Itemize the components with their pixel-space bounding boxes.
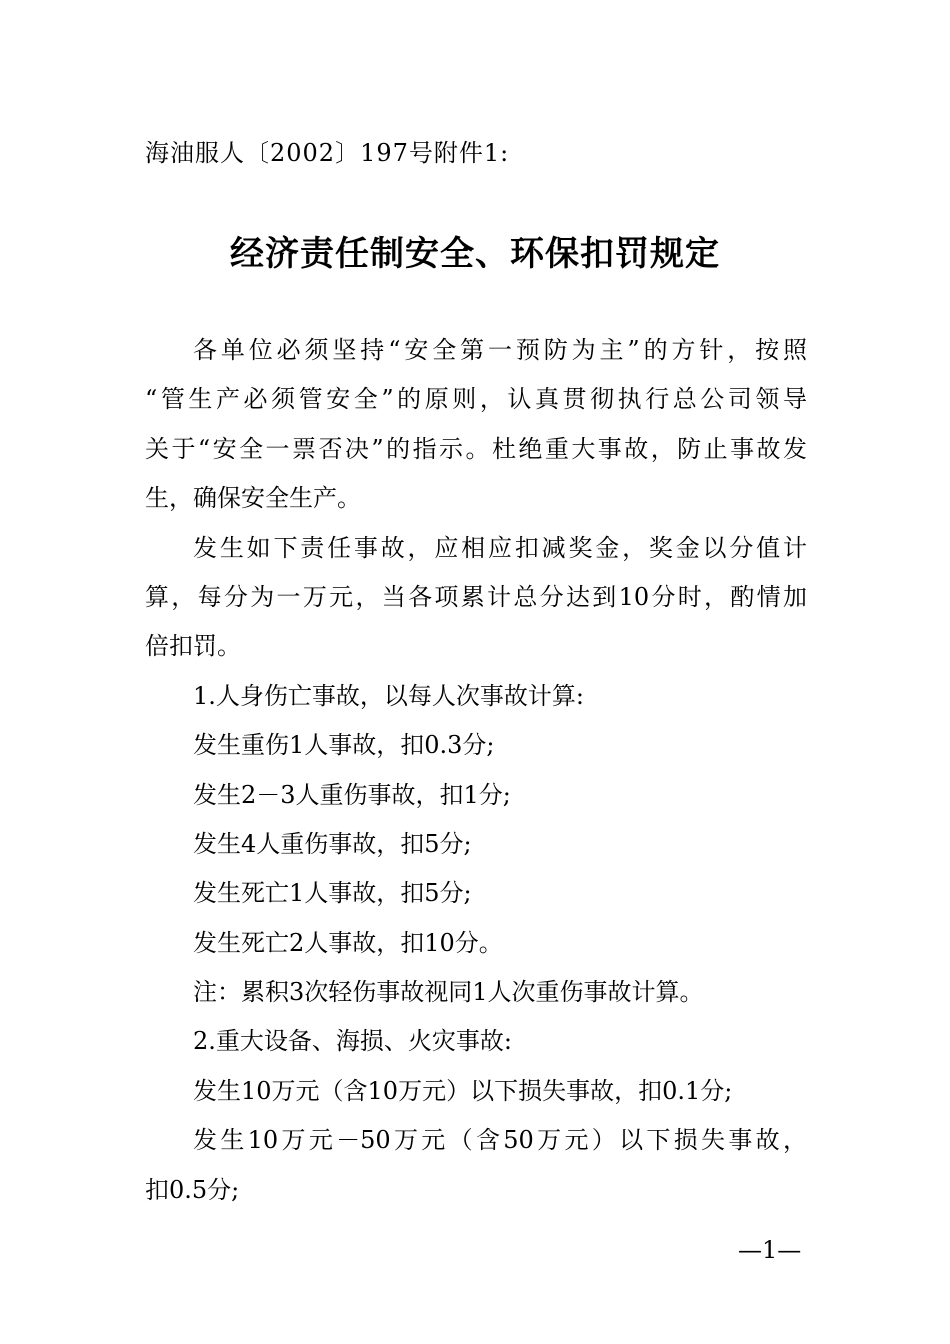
list-item: 发生4人重伤事故，扣5分; — [193, 829, 472, 858]
list-heading: 2.重大设备、海损、火灾事故: — [193, 1027, 512, 1056]
paragraph-line: 生，确保安全生产。 — [145, 484, 361, 513]
list-item: 发生死亡2人事故，扣10分。 — [193, 928, 503, 957]
list-item: 发生死亡1人事故，扣5分; — [193, 879, 472, 908]
page-number: —1— — [738, 1236, 802, 1264]
document-body — [145, 326, 807, 1215]
list-item: 发生2－3人重伤事故，扣1分; — [193, 780, 511, 809]
list-heading: 1.人身伤亡事故，以每人次事故计算: — [193, 681, 584, 710]
paragraph-line: 算，每分为一万元，当各项累计总分达到10分时，酌情加 — [145, 582, 807, 611]
paragraph-line: 各单位必须坚持“安全第一预防为主”的方针，按照 — [193, 336, 807, 364]
paragraph-line: “管生产必须管安全”的原则，认真贯彻执行总公司领导 — [145, 385, 807, 414]
list-item: 发生重伤1人事故，扣0.3分; — [193, 731, 495, 760]
list-item: 发生10万元－50万元（含50万元）以下损失事故， — [193, 1126, 807, 1155]
note-line: 注：累积3次轻伤事故视同1人次重伤事故计算。 — [193, 978, 704, 1007]
paragraph-line: 发生如下责任事故，应相应扣减奖金，奖金以分值计 — [193, 533, 807, 562]
list-item: 发生10万元（含10万元）以下损失事故，扣0.1分; — [193, 1076, 733, 1105]
paragraph-line: 关于“安全一票否决”的指示。杜绝重大事故，防止事故发 — [145, 434, 807, 463]
paragraph-line: 倍扣罚。 — [145, 632, 241, 661]
list-item-continuation: 扣0.5分; — [145, 1175, 240, 1204]
document-title: 经济责任制安全、环保扣罚规定 — [230, 234, 720, 274]
document-reference: 海油服人〔2002〕197号附件1: — [145, 139, 510, 167]
